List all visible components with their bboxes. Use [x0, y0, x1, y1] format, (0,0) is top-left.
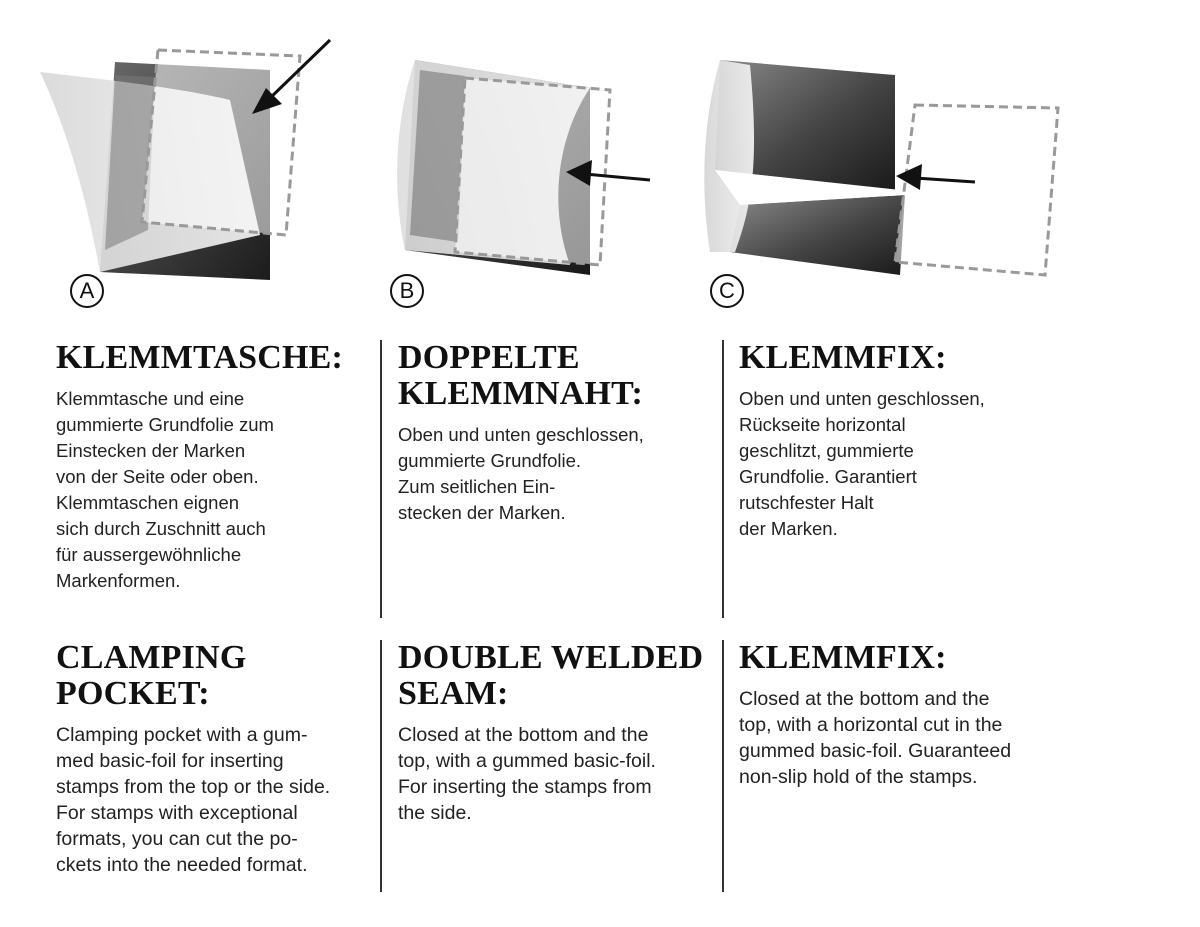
double-welded-seam-illustration [380, 30, 670, 320]
figure-a-clamping-pocket [30, 30, 360, 320]
lower-foil-shape [730, 195, 905, 275]
section-en-clamping-pocket [56, 640, 376, 895]
section-description: Closed at the bottom and the top, with a horizontal cut in the gummed basic-foil. Guaranteed non-slip hold of the stamps. [739, 688, 1012, 788]
column-divider [722, 340, 724, 618]
section-title: KLEMMTASCHE: [56, 339, 344, 376]
section-title: DOPPELTE KLEMMNAHT: [398, 339, 644, 412]
stamp-outline [895, 105, 1058, 275]
figure-label-a: A [70, 274, 104, 308]
stamp-outline [142, 50, 300, 235]
section-de-doppelte-klemmnaht [398, 340, 708, 620]
section-title: KLEMMFIX: [739, 339, 947, 376]
section-description: Closed at the bottom and the top, with a gummed basic-foil. For inserting the stamps from the side. [398, 724, 656, 824]
figure-b-double-welded-seam [380, 30, 670, 320]
column-divider [380, 340, 382, 618]
section-title: DOUBLE WELDED SEAM: [398, 639, 704, 712]
column-divider [380, 640, 382, 892]
figure-label-b: B [390, 274, 424, 308]
section-de-klemmfix [739, 340, 1069, 620]
column-divider [722, 640, 724, 892]
section-description: Klemmtasche und eine gummierte Grundfolie zum Einstecken der Marken von der Seite oder oben. Klemmtaschen eignen sich durch Zuschnitt auch für aussergewöhnliche Markenformen. [56, 388, 274, 591]
klemmfix-illustration [700, 30, 1080, 320]
section-title: KLEMMFIX: [739, 639, 947, 676]
section-en-double-welded-seam [398, 640, 708, 895]
section-title: CLAMPING POCKET: [56, 639, 247, 712]
section-de-klemmtasche [56, 340, 376, 620]
section-description: Clamping pocket with a gum- med basic-foil for inserting stamps from the top or the side. For stamps with exceptional formats, you can cut the po- ckets into the needed format. [56, 724, 331, 876]
section-en-klemmfix [739, 640, 1069, 895]
section-description: Oben und unten geschlossen, Rückseite horizontal geschlitzt, gummierte Grundfolie. Garantiert rutschfester Halt der Marken. [739, 388, 985, 539]
section-description: Oben und unten geschlossen, gummierte Grundfolie. Zum seitlichen Ein- stecken der Marken. [398, 424, 644, 523]
figure-c-klemmfix [700, 30, 1080, 320]
figure-label-c: C [710, 274, 744, 308]
